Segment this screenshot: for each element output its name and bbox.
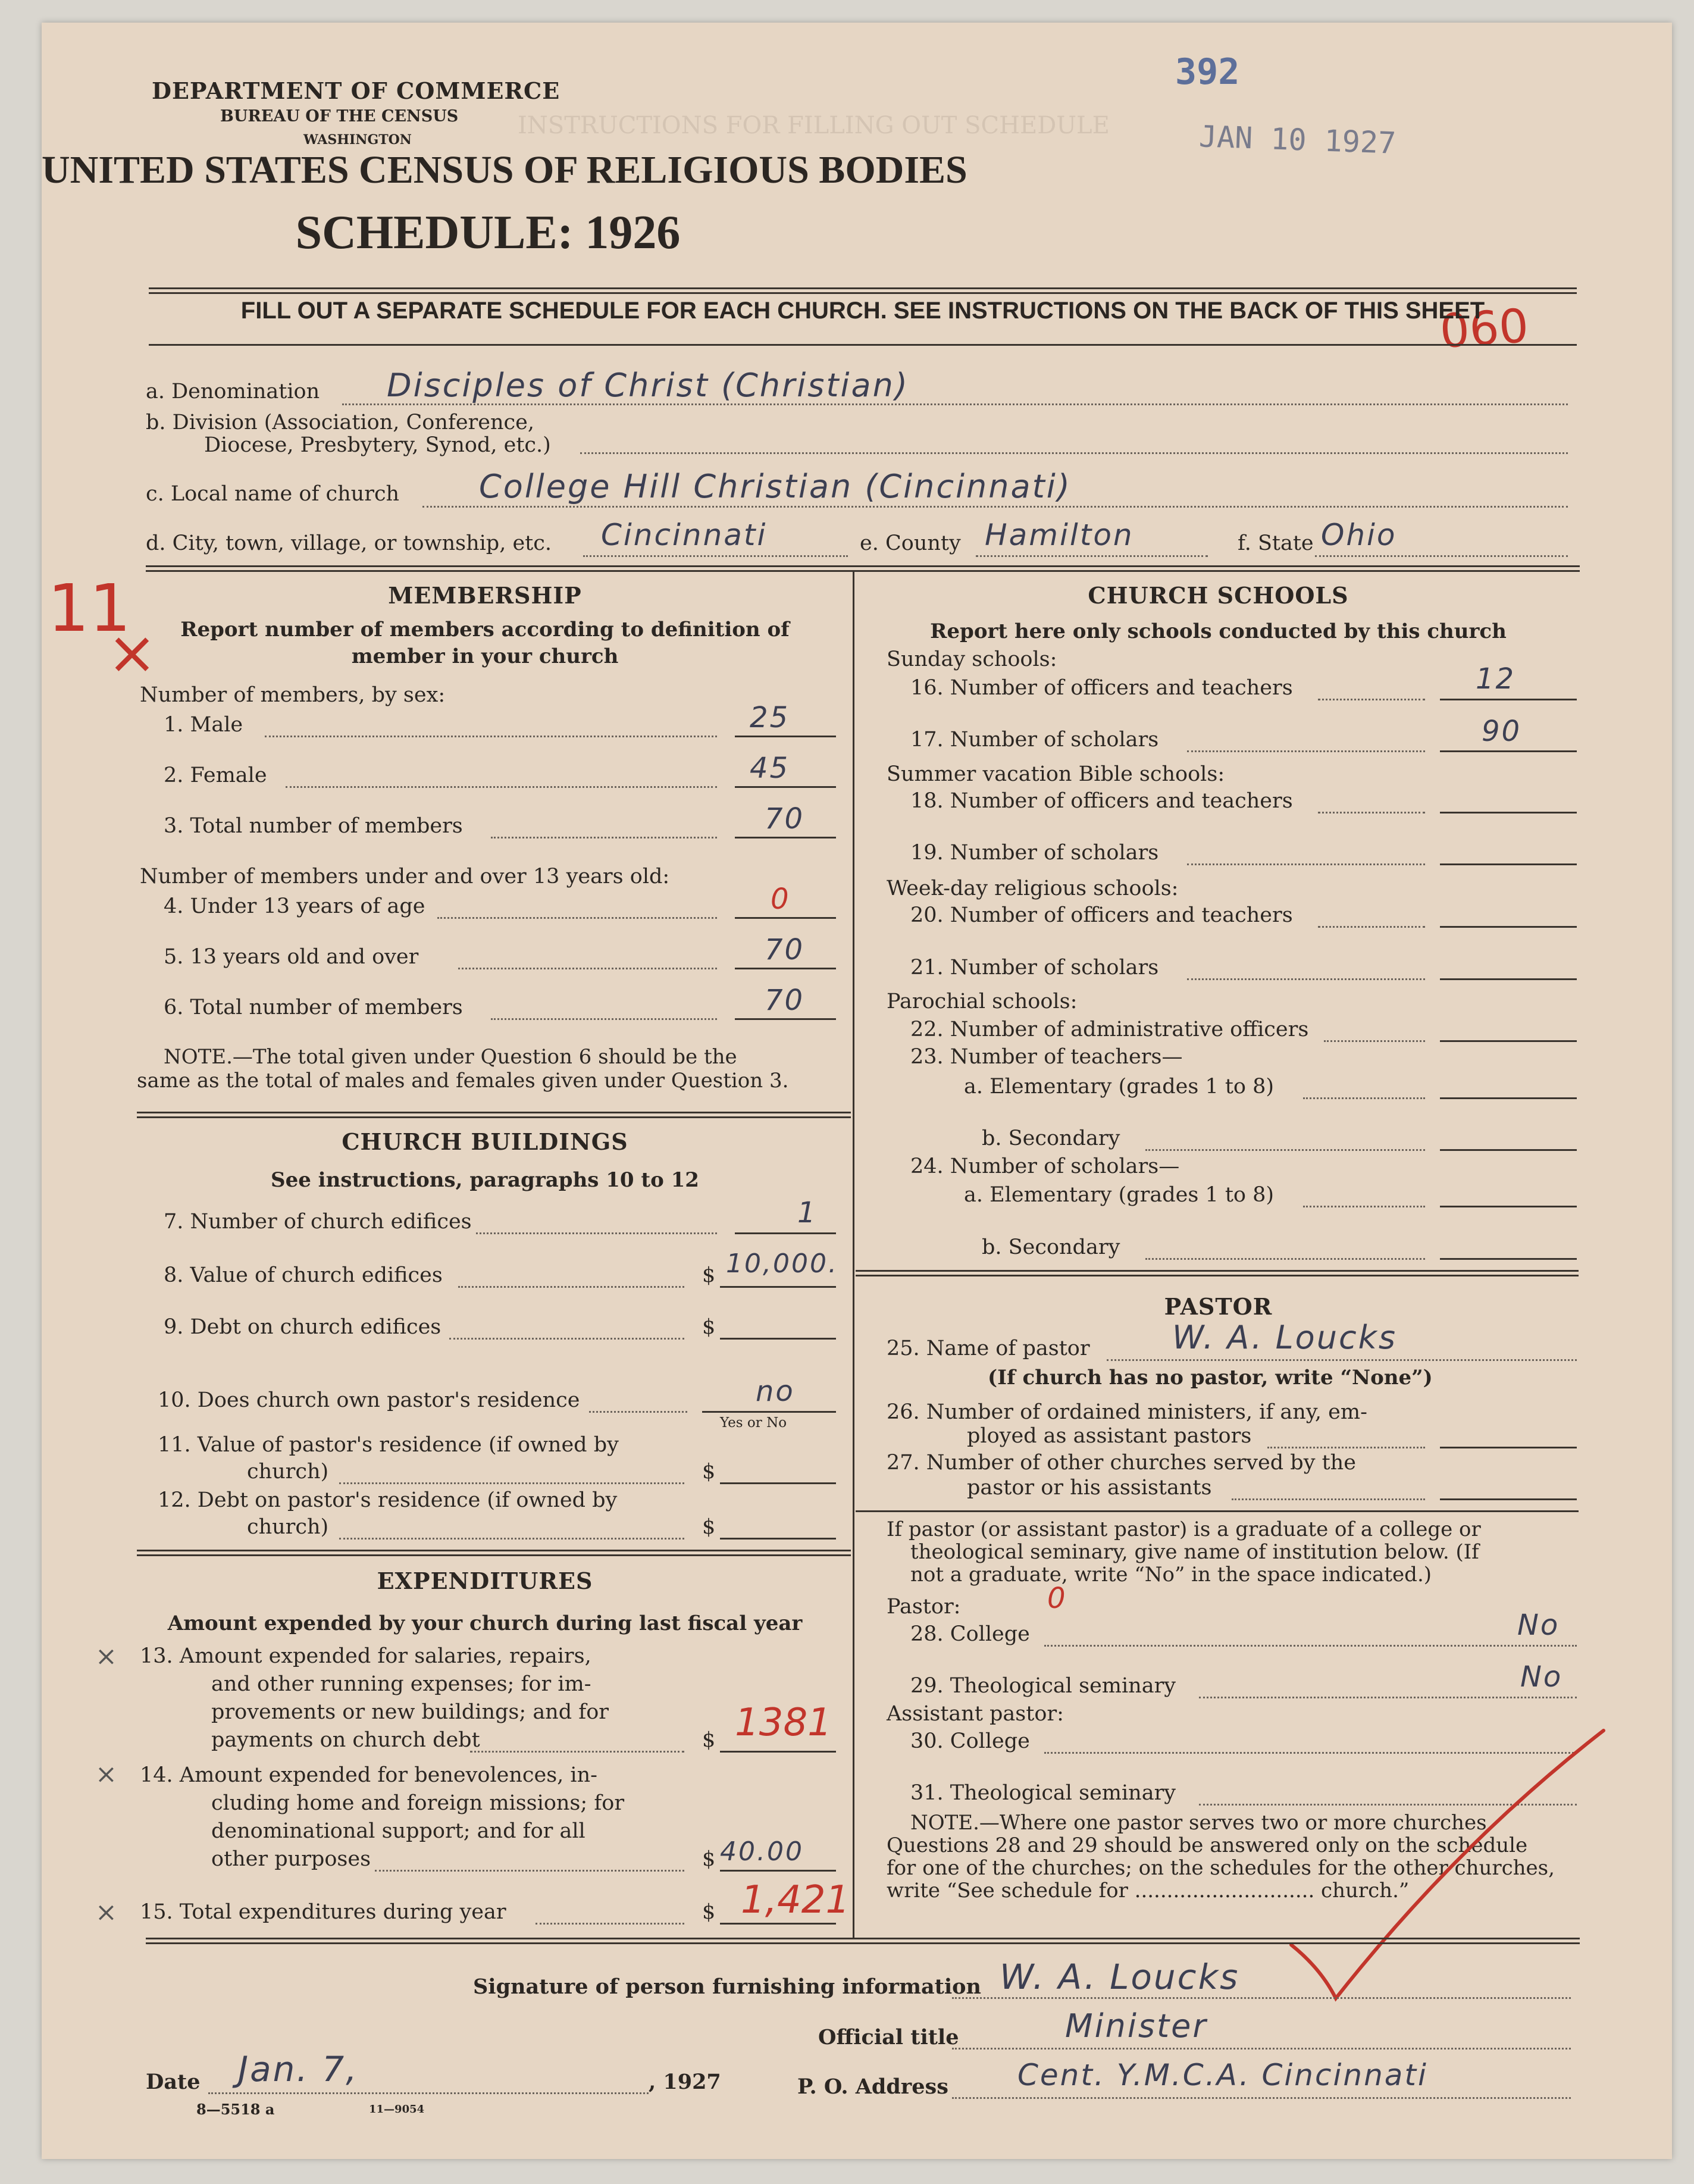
q4-dots (437, 917, 717, 919)
schedule-title: SCHEDULE: 1926 (295, 206, 681, 259)
date-line (208, 2092, 649, 2094)
q26-answer-line (1440, 1447, 1577, 1448)
q17-value: 90 (1482, 715, 1522, 748)
q15-dollar: $ (702, 1900, 716, 1924)
q28-line (1044, 1645, 1577, 1647)
q13-label-4: payments on church debt (211, 1728, 480, 1752)
membership-title: MEMBERSHIP (388, 582, 582, 609)
division-line (580, 452, 1568, 454)
q11-dots (339, 1482, 684, 1484)
q5-dots (458, 968, 717, 969)
q24a-dots (1303, 1206, 1425, 1207)
q4-value: 0 (771, 883, 789, 916)
city-field-label: d. City, town, village, or township, etc. (146, 531, 552, 555)
q18-label: 18. Number of officers and teachers (910, 789, 1293, 813)
rule (137, 1112, 851, 1118)
form-title: UNITED STATES CENSUS OF RELIGIOUS BODIES (42, 148, 967, 192)
q26-dots (1267, 1447, 1425, 1448)
q23b-label: b. Secondary (982, 1127, 1120, 1150)
q10-label: 10. Does church own pastor's residence (158, 1388, 580, 1412)
q23-label: 23. Number of teachers— (910, 1045, 1183, 1069)
q14-label-3: denominational support; and for all (211, 1819, 585, 1843)
rule (149, 287, 1577, 294)
q11-label-2: church) (247, 1460, 329, 1484)
church-schools-title: CHURCH SCHOOLS (1088, 582, 1349, 609)
q11-dollar: $ (702, 1460, 716, 1484)
q6-dots (491, 1018, 717, 1020)
expenditures-title: EXPENDITURES (377, 1567, 593, 1594)
margin-red-mark: 11 (48, 570, 131, 646)
q21-dots (1187, 978, 1425, 980)
q28-label: 28. College (910, 1622, 1030, 1646)
q22-label: 22. Number of administrative officers (910, 1018, 1309, 1041)
county-line (976, 555, 1208, 557)
buildings-subtitle: See instructions, paragraphs 10 to 12 (271, 1168, 699, 1192)
q5-label: 5. 13 years old and over (164, 945, 419, 969)
membership-note: NOTE.—The total given under Question 6 should be the (164, 1045, 737, 1069)
q15-label: 15. Total expenditures during year (140, 1900, 506, 1924)
q12-answer-line (720, 1538, 836, 1540)
q19-answer-line (1440, 863, 1577, 865)
q6-answer-line (735, 1018, 836, 1020)
q16-value: 12 (1476, 662, 1516, 696)
q24-label: 24. Number of scholars— (910, 1154, 1180, 1178)
bureau-label: BUREAU OF THE CENSUS (220, 107, 459, 126)
bleed-through-text: INSTRUCTIONS FOR FILLING OUT SCHEDULE (518, 112, 1110, 139)
q23b-dots (1145, 1149, 1425, 1151)
city-value: Cincinnati (601, 518, 768, 552)
graduate-instructions: If pastor (or assistant pastor) is a graduate of a college or (887, 1517, 1481, 1541)
q13-label-2: and other running expenses; for im- (211, 1672, 591, 1696)
q30-label: 30. College (910, 1729, 1030, 1753)
rule (137, 1550, 851, 1556)
q2-label: 2. Female (164, 764, 267, 787)
parochial-schools-label: Parochial schools: (887, 990, 1078, 1013)
division-label-2: Diocese, Presbytery, Synod, etc.) (204, 433, 551, 457)
q1-value: 25 (750, 701, 790, 734)
church-name-label: c. Local name of church (146, 482, 400, 506)
q24a-answer-line (1440, 1206, 1577, 1207)
date-label: Date (146, 2070, 201, 2094)
church-name-line (422, 506, 1568, 508)
q16-answer-line (1440, 699, 1577, 700)
assistant-pastor-label: Assistant pastor: (887, 1702, 1064, 1726)
by-sex-label: Number of members, by sex: (140, 683, 446, 707)
signature-label: Signature of person furnishing information (473, 1975, 981, 1999)
q29-value: No (1520, 1660, 1563, 1694)
q5-answer-line (735, 968, 836, 969)
q25-label: 25. Name of pastor (887, 1337, 1090, 1360)
q13-answer-line (720, 1751, 836, 1753)
q19-dots (1187, 863, 1425, 865)
q23a-label: a. Elementary (grades 1 to 8) (964, 1075, 1275, 1099)
q10-value: no (756, 1375, 795, 1408)
expenditures-subtitle: Amount expended by your church during last fiscal year (167, 1612, 803, 1635)
print-number: 11—9054 (369, 2103, 425, 2116)
column-divider (853, 570, 854, 1939)
q27-label: 27. Number of other churches served by the (887, 1451, 1356, 1475)
census-form-sheet (42, 23, 1672, 2159)
official-title-label: Official title (818, 2025, 959, 2050)
q14-label-4: other purposes (211, 1847, 371, 1871)
signature-value: W. A. Loucks (1000, 1957, 1240, 1997)
q23a-dots (1303, 1097, 1425, 1099)
division-label: b. Division (Association, Conference, (146, 411, 534, 434)
q11-label: 11. Value of pastor's residence (if owned by (158, 1433, 619, 1457)
q13-label: 13. Amount expended for salaries, repairs, (140, 1644, 591, 1668)
q4-answer-line (735, 917, 836, 919)
rule (146, 565, 1580, 572)
q14-label: 14. Amount expended for benevolences, in- (140, 1763, 597, 1787)
q20-dots (1318, 926, 1425, 928)
q12-label-2: church) (247, 1515, 329, 1539)
q9-label: 9. Debt on church edifices (164, 1315, 441, 1339)
q18-answer-line (1440, 812, 1577, 813)
q24b-answer-line (1440, 1258, 1577, 1260)
q10-dots (589, 1411, 687, 1413)
q8-label: 8. Value of church edifices (164, 1263, 443, 1287)
q11-answer-line (720, 1482, 836, 1484)
po-address-value: Cent. Y.M.C.A. Cincinnati (1017, 2058, 1428, 2092)
church-name-value: College Hill Christian (Cincinnati) (479, 468, 1072, 505)
red-check-mark (1279, 1725, 1612, 2010)
q6-label: 6. Total number of members (164, 996, 463, 1019)
membership-subtitle-2: member in your church (351, 644, 619, 668)
q7-value: 1 (797, 1196, 818, 1229)
q8-dots (458, 1286, 684, 1288)
q18-dots (1318, 812, 1425, 813)
q13-dots (470, 1751, 684, 1753)
rule (149, 344, 1577, 346)
q4-label: 4. Under 13 years of age (164, 894, 425, 918)
q9-dots (449, 1338, 684, 1340)
q1-label: 1. Male (164, 713, 243, 737)
weekday-schools-label: Week-day religious schools: (887, 877, 1179, 900)
q7-answer-line (735, 1232, 836, 1234)
rule (856, 1270, 1579, 1276)
date-year: , 1927 (649, 2070, 721, 2094)
q27-answer-line (1440, 1498, 1577, 1500)
q22-dots (1324, 1040, 1425, 1042)
q13-tick-mark: × (95, 1641, 117, 1672)
official-title-line (952, 2048, 1571, 2050)
q31-label: 31. Theological seminary (910, 1781, 1176, 1805)
q21-answer-line (1440, 978, 1577, 980)
county-label: e. County (860, 531, 961, 555)
q20-label: 20. Number of officers and teachers (910, 903, 1293, 927)
q14-dollar: $ (702, 1847, 716, 1871)
q12-dots (339, 1538, 684, 1540)
q14-tick-mark: × (95, 1759, 117, 1789)
q3-value: 70 (765, 802, 805, 836)
pastor-note: NOTE.—Where one pastor serves two or more churches, (910, 1811, 1493, 1835)
pastor-title: PASTOR (1164, 1293, 1273, 1320)
q25-hint: (If church has no pastor, write “None”) (988, 1366, 1433, 1390)
q15-dots (536, 1923, 684, 1925)
q17-answer-line (1440, 750, 1577, 752)
q8-answer-line (720, 1286, 836, 1288)
q24b-dots (1145, 1258, 1425, 1260)
q29-line (1199, 1697, 1577, 1698)
sunday-schools-label: Sunday schools: (887, 647, 1057, 671)
q23b-answer-line (1440, 1149, 1577, 1151)
church-schools-subtitle: Report here only schools conducted by this church (930, 619, 1507, 643)
q12-label: 12. Debt on pastor's residence (if owned by (158, 1488, 618, 1512)
q25-line (1107, 1359, 1577, 1361)
state-label: f. State (1238, 531, 1314, 555)
buildings-title: CHURCH BUILDINGS (342, 1128, 628, 1155)
q27-label-2: pastor or his assistants (967, 1476, 1212, 1500)
q14-label-2: cluding home and foreign missions; for (211, 1791, 625, 1815)
q3-answer-line (735, 837, 836, 838)
membership-subtitle: Report number of members according to definition of (180, 618, 790, 642)
q20-answer-line (1440, 926, 1577, 928)
q28-value: No (1517, 1609, 1560, 1642)
pastor-red-mark: 0 (1047, 1582, 1066, 1615)
q29-label: 29. Theological seminary (910, 1674, 1176, 1698)
q9-answer-line (720, 1338, 836, 1340)
q2-answer-line (735, 786, 836, 788)
q26-label-2: ployed as assistant pastors (967, 1424, 1252, 1448)
q2-dots (286, 786, 717, 788)
q8-value: 10,000. (726, 1249, 838, 1279)
signature-line (952, 1997, 1571, 1999)
po-address-line (952, 2097, 1571, 2099)
pastor-note-3: for one of the churches; on the schedules for the other churches, (887, 1856, 1555, 1880)
city-label: WASHINGTON (303, 132, 412, 148)
q15-value: 1,421 (741, 1878, 850, 1922)
q24a-label: a. Elementary (grades 1 to 8) (964, 1183, 1275, 1207)
q17-dots (1187, 750, 1425, 752)
q9-dollar: $ (702, 1315, 716, 1339)
q19-label: 19. Number of scholars (910, 841, 1159, 865)
red-code-mark: 060 (1438, 299, 1530, 359)
department-label: DEPARTMENT OF COMMERCE (152, 77, 561, 104)
rule (856, 1510, 1579, 1512)
graduate-instructions-3: not a graduate, write “No” in the space indicated.) (910, 1563, 1432, 1587)
q1-answer-line (735, 736, 836, 737)
q13-dollar: $ (702, 1728, 716, 1752)
q14-answer-line (720, 1870, 836, 1872)
denomination-label: a. Denomination (146, 380, 320, 403)
q2-value: 45 (750, 752, 790, 785)
q16-label: 16. Number of officers and teachers (910, 676, 1293, 700)
pastor-education-label: Pastor: (887, 1595, 961, 1619)
q1-dots (265, 736, 717, 737)
q24b-label: b. Secondary (982, 1235, 1120, 1259)
q16-dots (1318, 699, 1425, 700)
q21-label: 21. Number of scholars (910, 956, 1159, 980)
state-value: Ohio (1321, 518, 1397, 552)
q17-label: 17. Number of scholars (910, 728, 1159, 752)
rule (146, 1938, 1580, 1944)
received-date-stamp: JAN 10 1927 (1198, 119, 1397, 161)
state-line (1315, 555, 1568, 557)
q7-dots (476, 1232, 717, 1234)
q7-label: 7. Number of church edifices (164, 1210, 472, 1234)
graduate-instructions-2: theological seminary, give name of institution below. (If (910, 1540, 1479, 1564)
po-address-label: P. O. Address (797, 2075, 948, 2099)
q3-label: 3. Total number of members (164, 814, 463, 838)
official-title-value: Minister (1065, 2007, 1208, 2045)
instruction-banner: FILL OUT A SEPARATE SCHEDULE FOR EACH CHURCH. SEE INSTRUCTIONS ON THE BACK OF THIS SHEET (240, 298, 1485, 324)
q14-value: 40.00 (720, 1836, 804, 1867)
q6-value: 70 (765, 984, 805, 1017)
q15-tick-mark: × (95, 1897, 117, 1928)
q15-answer-line (720, 1923, 836, 1925)
q3-dots (491, 837, 717, 838)
q8-dollar: $ (702, 1263, 716, 1287)
stamp-number: 392 (1175, 51, 1240, 93)
q23a-answer-line (1440, 1097, 1577, 1099)
county-value: Hamilton (985, 518, 1134, 552)
by-age-label: Number of members under and over 13 years old: (140, 865, 670, 888)
q26-label: 26. Number of ordained ministers, if any, em- (887, 1400, 1367, 1424)
pastor-note-2: Questions 28 and 29 should be answered only on the schedule (887, 1833, 1528, 1857)
q10-answer-line (702, 1411, 836, 1413)
pastor-note-4: write “See schedule for ............................ church.” (887, 1879, 1410, 1903)
membership-note-2: same as the total of males and females given under Question 3. (137, 1069, 789, 1093)
form-number: 8—5518 a (196, 2101, 275, 2118)
q5-value: 70 (765, 933, 805, 966)
q12-dollar: $ (702, 1515, 716, 1539)
summer-schools-label: Summer vacation Bible schools: (887, 762, 1225, 786)
q27-dots (1232, 1498, 1425, 1500)
date-value: Jan. 7, (238, 2049, 359, 2089)
q10-hint: Yes or No (720, 1415, 787, 1431)
q25-value: W. A. Loucks (1172, 1319, 1398, 1356)
margin-red-x: × (107, 618, 157, 687)
city-line (583, 555, 848, 557)
denomination-value: Disciples of Christ (Christian) (387, 367, 909, 404)
q13-label-3: provements or new buildings; and for (211, 1700, 609, 1724)
q14-dots (375, 1870, 684, 1872)
q22-answer-line (1440, 1040, 1577, 1042)
q13-value: 1381 (735, 1701, 832, 1745)
